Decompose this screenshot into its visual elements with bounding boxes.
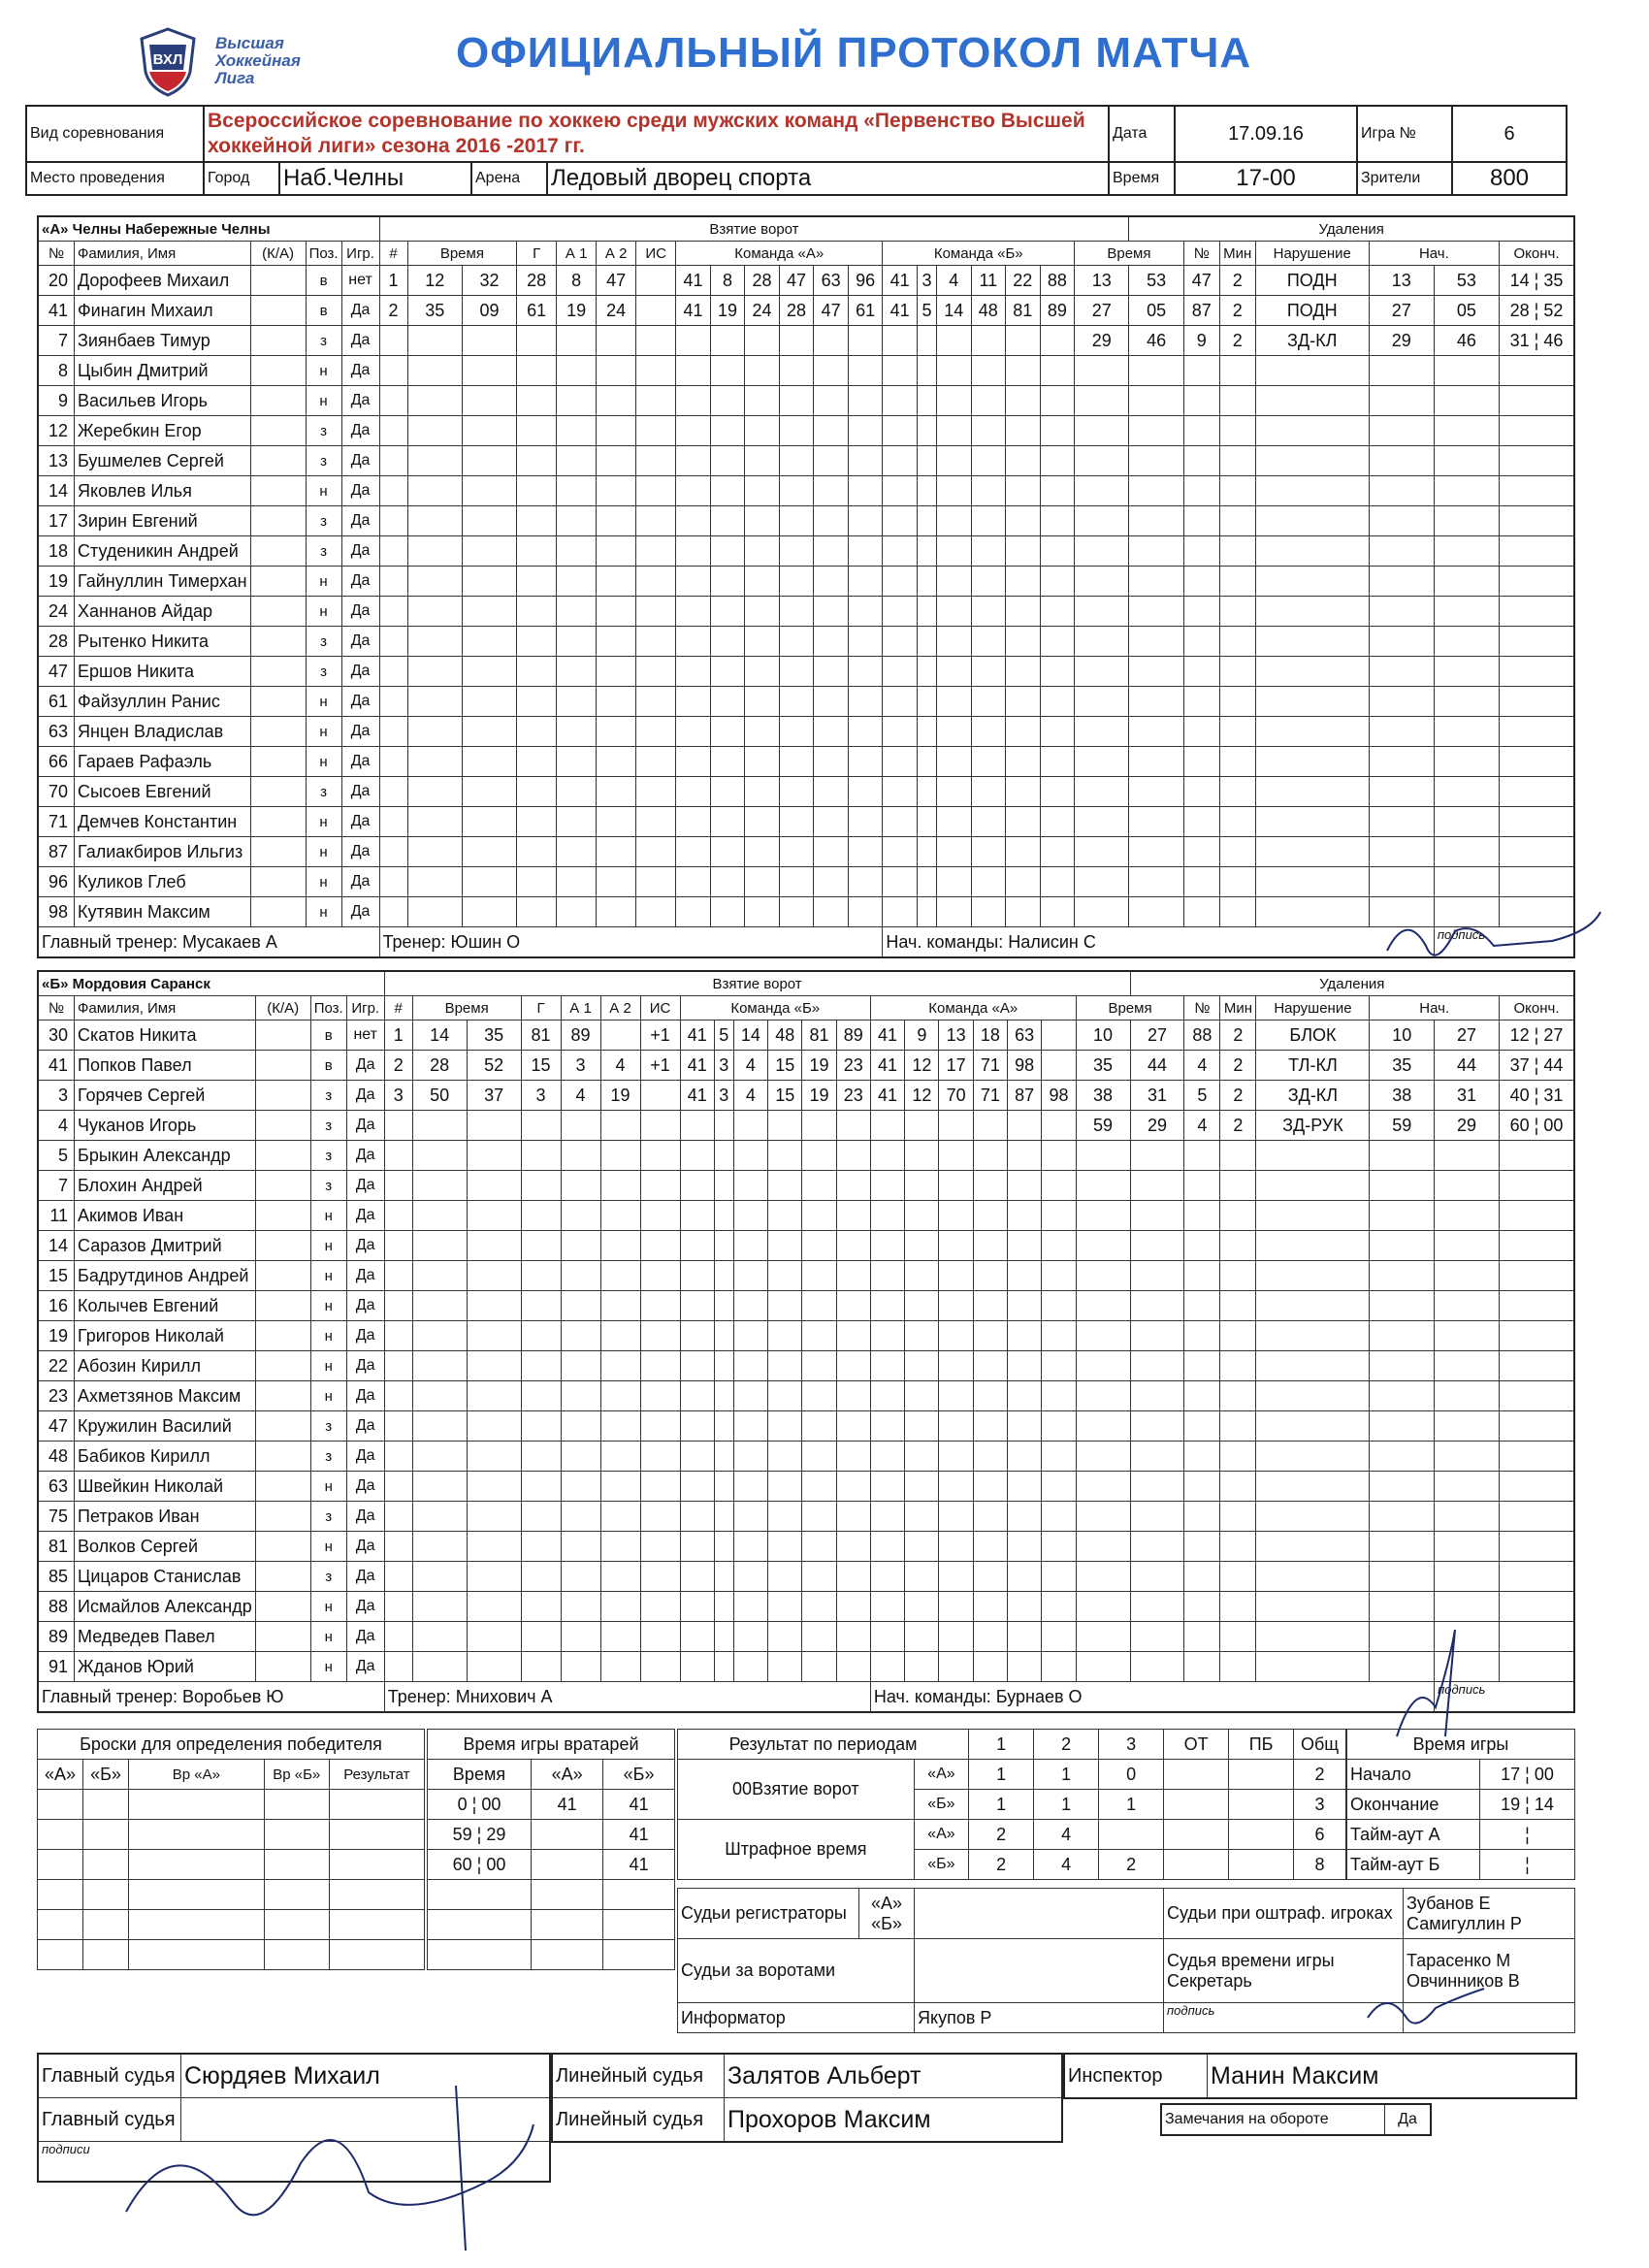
player-row: 30 Скатов Никита в нет 1 14 35 81 89 +1 41 5 14 48 81 89 41 9 13 18 63 10 27 88 2 БЛОК 10 27 12 ¦ 27 [38,1021,1574,1051]
goal-judges-label: Судьи за воротами [678,1939,915,2003]
head-coach: Мусакаев А [182,931,277,952]
player-row: 9 Васильев Игорь н Да [38,386,1574,416]
player-row: 22 Абозин Кирилл н Да [38,1351,1574,1381]
logo-text: ВХЛ [152,51,183,68]
player-row: 71 Демчев Константин н Да [38,807,1574,837]
main-referee-1: Сюрдяев Михаил [181,2054,551,2098]
player-row: 48 Бабиков Кирилл з Да [38,1442,1574,1472]
player-row: 7 Блохин Андрей з Да [38,1171,1574,1201]
game-time-title: Время игры [1347,1730,1575,1760]
player-row: 47 Ершов Никита з Да [38,657,1574,687]
team-a-table: «А» Челны Набережные Челны Взятие ворот Удаления № Фамилия, Имя (К/А) Поз. Игр. # Время Г А 1 А 2 ИС Команда «А» Команда «Б» Время № Мин Нарушение Нач. Оконч. 20 Дорофеев Михаил в нет 1 12 32 28 8 47 41 8 28 47 63 96 41 3 4 11 22 88 13 53 47 2 ПОДН 13 53 14 ¦ 35 41 Финагин Михаил в Да 2 35 09 61 19 24 41 19 24 28 47 61 41 5 14 48 81 89 27 05 87 2 ПОДН 27 05 28 ¦ 52 7 Зиянбаев Тимур з Да 29 46 9 2 ЗД-КЛ 29 46 31 ¦ 46 8 Цыбин Дмитрий н Да 9 Васильев Игорь н Да 12 Жеребкин Егор з Да 13 Бушмелев Сергей з Да 14 Яковлев Илья н Да 17 Зирин Евгений з Да 18 Студеникин Андрей з Да 19 Гайнуллин Тимерхан н Да 24 Ханнанов Айдар н Да 28 Рытенко Никита з Да 47 Ершов Никита з Да 61 Файзуллин Ранис н Да 63 Янцен Владислав н Да 66 Гараев Рафаэль н Да 70 Сысоев Евгений з Да 71 Демчев Константин н Да 87 Галиакбиров Ильгиз н Да 96 Куликов Глеб н Да 98 Кутявин Максим н Да Главный тренер: Мусакаев А Тренер: Юшин О Нач. команды: Налисин С подпись [37,215,1575,958]
goalie-time-table: Время игры вратарей Время «А» «Б» 0 ¦ 00 41 41 59 ¦ 29 41 60 ¦ 00 41 [427,1729,675,1970]
league-name: Высшая Хоккейная Лига [215,34,301,87]
coach: Юшин О [450,931,521,952]
game-number: 6 [1452,106,1567,162]
secretary-name: Овчинников В [1406,1970,1520,1991]
inspector-name: Манин Максим [1208,2054,1577,2098]
player-row: 63 Янцен Владислав н Да [38,717,1574,747]
player-row: 24 Ханнанов Айдар н Да [38,597,1574,627]
player-row: 14 Саразов Дмитрий н Да [38,1231,1574,1261]
player-row: 15 Бадрутдинов Андрей н Да [38,1261,1574,1291]
player-row: 81 Волков Сергей н Да [38,1532,1574,1562]
reg-judges-label: Судьи регистраторы [678,1889,859,1939]
player-row: 19 Гайнуллин Тимерхан н Да [38,567,1574,597]
team-chief: Бурнаев О [995,1686,1083,1706]
player-row: 96 Куликов Глеб н Да [38,867,1574,897]
player-row: 17 Зирин Евгений з Да [38,506,1574,536]
player-row: 11 Акимов Иван н Да [38,1201,1574,1231]
player-row: 4 Чуканов Игорь з Да 59 29 4 2 ЗД-РУК 59 29 60 ¦ 00 [38,1111,1574,1141]
informer-name: Якупов Р [915,2003,1164,2033]
competition-label: Вид соревнования [26,106,204,162]
time-value: 17-00 [1175,162,1357,195]
player-row: 13 Бушмелев Сергей з Да [38,446,1574,476]
player-row: 89 Медведев Павел н Да [38,1622,1574,1652]
penalty-time-label: Штрафное время [678,1820,915,1880]
pen-box-judges-label: Судьи при оштраф. игроках [1164,1889,1404,1939]
player-row: 66 Гараев Рафаэль н Да [38,747,1574,777]
player-row: 23 Ахметзянов Максим н Да [38,1381,1574,1411]
coach: Мнихович А [455,1686,553,1706]
vhl-logo [138,27,351,105]
informer-label: Информатор [678,2003,915,2033]
player-row: 41 Попков Павел в Да 2 28 52 15 3 4 +1 41 3 4 15 19 23 41 12 17 71 98 35 44 4 2 ТЛ-КЛ 35 44 37 ¦ 44 [38,1051,1574,1081]
player-row: 18 Студеникин Андрей з Да [38,536,1574,567]
player-row: 85 Цицаров Станислав з Да [38,1562,1574,1592]
vhl-shield-icon [138,27,198,97]
player-row: 70 Сысоев Евгений з Да [38,777,1574,807]
inspector-table: Инспектор Манин Максим [1063,2053,1577,2099]
player-row: 47 Кружилин Василий з Да [38,1411,1574,1442]
player-row: 8 Цыбин Дмитрий н Да [38,356,1574,386]
notes-value: Да [1385,2104,1432,2135]
player-row: 20 Дорофеев Михаил в нет 1 12 32 28 8 47 41 8 28 47 63 96 41 3 4 11 22 88 13 53 47 2 ПОДН 13 53 14 ¦ 35 [38,266,1574,296]
arena-value: Ледовый дворец спорта [547,162,1109,195]
city-value: Наб.Челны [279,162,471,195]
game-label: Игра № [1357,106,1452,162]
player-row: 16 Колычев Евгений н Да [38,1291,1574,1321]
period-results-table: Результат по периодам 1 2 3 ОТ ПБ Общ 00Взятие ворот «А» 1 1 0 2 «Б» 1 1 1 3 Штрафное время «А» 2 4 6 «Б» 2 4 2 8 [677,1729,1346,1880]
venue-label: Место проведения [26,162,204,195]
timekeeper-name: Тарасенко М [1406,1950,1511,1970]
player-row: 91 Жданов Юрий н Да [38,1652,1574,1682]
player-row: 61 Файзуллин Ранис н Да [38,687,1574,717]
team-title: «Б» Мордовия Саранск [38,971,384,996]
shootout-table: Броски для определения победителя «А» «Б» Вр «А» Вр «Б» Результат [37,1729,425,1970]
player-row: 75 Петраков Иван з Да [38,1502,1574,1532]
player-row: 98 Кутявин Максим н Да [38,897,1574,927]
player-row: 3 Горячев Сергей з Да 3 50 37 3 4 19 41 3 4 15 19 23 41 12 70 71 87 98 38 31 5 2 ЗД-КЛ 38 31 40 ¦ 31 [38,1081,1574,1111]
team-b-table: «Б» Мордовия Саранск Взятие ворот Удаления № Фамилия, Имя (К/А) Поз. Игр. # Время Г А 1 А 2 ИС Команда «Б» Команда «А» Время № Мин Нарушение Нач. Оконч. 30 Скатов Никита в нет 1 14 35 81 89 +1 41 5 14 48 81 89 41 9 13 18 63 10 27 88 2 БЛОК 10 27 12 ¦ 27 41 Попков Павел в Да 2 28 52 15 3 4 +1 41 3 4 15 19 23 41 12 17 71 98 35 44 4 2 ТЛ-КЛ 35 44 37 ¦ 44 3 Горячев Сергей з Да 3 50 37 3 4 19 41 3 4 15 19 23 41 12 70 71 87 98 38 31 5 2 ЗД-КЛ 38 31 40 ¦ 31 4 Чуканов Игорь з Да 59 29 4 2 ЗД-РУК 59 29 60 ¦ 00 5 Брыкин Александр з Да 7 Блохин Андрей з Да 11 Акимов Иван н Да 14 Саразов Дмитрий н Да 15 Бадрутдинов Андрей н Да 16 Колычев Евгений н Да 19 Григоров Николай н Да 22 Абозин Кирилл н Да 23 Ахметзянов Максим н Да 47 Кружилин Василий з Да 48 Бабиков Кирилл з Да 63 Швейкин Николай н Да 75 Петраков Иван з Да 81 Волков Сергей н Да 85 Цицаров Станислав з Да 88 Исмайлов Александр н Да 89 Медведев Павел н Да 91 Жданов Юрий н Да Главный тренер: Воробьев Ю Тренер: Мнихович А Нач. команды: Бурнаев О подпись [37,970,1575,1713]
pen-box-judge-1: Зубанов Е [1406,1893,1491,1913]
time-label: Время [1109,162,1175,195]
linesmen-table: Линейный судья Залятов Альберт Линейный судья Прохоров Максим [551,2053,1063,2143]
player-row: 5 Брыкин Александр з Да [38,1141,1574,1171]
player-row: 14 Яковлев Илья н Да [38,476,1574,506]
game-time-table: Время игры Начало 17 ¦ 00 Окончание 19 ¦ 14 Тайм-аут А ¦ Тайм-аут Б ¦ [1346,1729,1575,1880]
date-label: Дата [1109,106,1175,162]
officials-table: Судьи регистраторы «А» «Б» Судьи при оштраф. игроках Зубанов Е Самигуллин Р Судьи за воротами Судья времени игры Секретарь Тарасенко М Овчинников В Информатор Якупов Р подпись [677,1888,1575,2033]
linesman-1: Залятов Альберт [725,2054,1063,2098]
date-value: 17.09.16 [1175,106,1357,162]
goals-label: 00Взятие ворот [678,1760,915,1820]
player-row: 88 Исмайлов Александр н Да [38,1592,1574,1622]
spectators-label: Зрители [1357,162,1452,195]
head-coach: Воробьев Ю [182,1686,284,1706]
player-row: 63 Швейкин Николай н Да [38,1472,1574,1502]
page-title: ОФИЦИАЛЬНЫЙ ПРОТОКОЛ МАТЧА [456,29,1252,77]
team-chief: Налисин С [1008,931,1096,952]
player-row: 12 Жеребкин Егор з Да [38,416,1574,446]
player-row: 28 Рытенко Никита з Да [38,627,1574,657]
match-info-table [25,105,1568,196]
competition-name: Всероссийское соревнование по хоккею среди мужских команд «Первенство Высшей хоккейной лиги» сезона 2016 -2017 гг. [204,106,1109,162]
main-referees-table: Главный судья Сюрдяев Михаил Главный судья подписи [37,2053,551,2183]
player-row: 7 Зиянбаев Тимур з Да 29 46 9 2 ЗД-КЛ 29 46 31 ¦ 46 [38,326,1574,356]
main-referee-2 [181,2098,551,2142]
shootout-title: Броски для определения победителя [38,1730,425,1760]
notes-table: Замечания на обороте Да [1160,2103,1432,2136]
team-title: «А» Челны Набережные Челны [38,216,379,242]
arena-label: Арена [471,162,547,195]
periods-title: Результат по периодам [678,1730,969,1760]
city-label: Город [204,162,279,195]
pen-box-judge-2: Самигуллин Р [1406,1913,1522,1933]
linesman-2: Прохоров Максим [725,2098,1063,2143]
player-row: 19 Григоров Николай н Да [38,1321,1574,1351]
player-row: 41 Финагин Михаил в Да 2 35 09 61 19 24 41 19 24 28 47 61 41 5 14 48 81 89 27 05 87 2 ПОДН 27 05 28 ¦ 52 [38,296,1574,326]
spectators-value: 800 [1452,162,1567,195]
goalie-title: Время игры вратарей [428,1730,675,1760]
player-row: 87 Галиакбиров Ильгиз н Да [38,837,1574,867]
